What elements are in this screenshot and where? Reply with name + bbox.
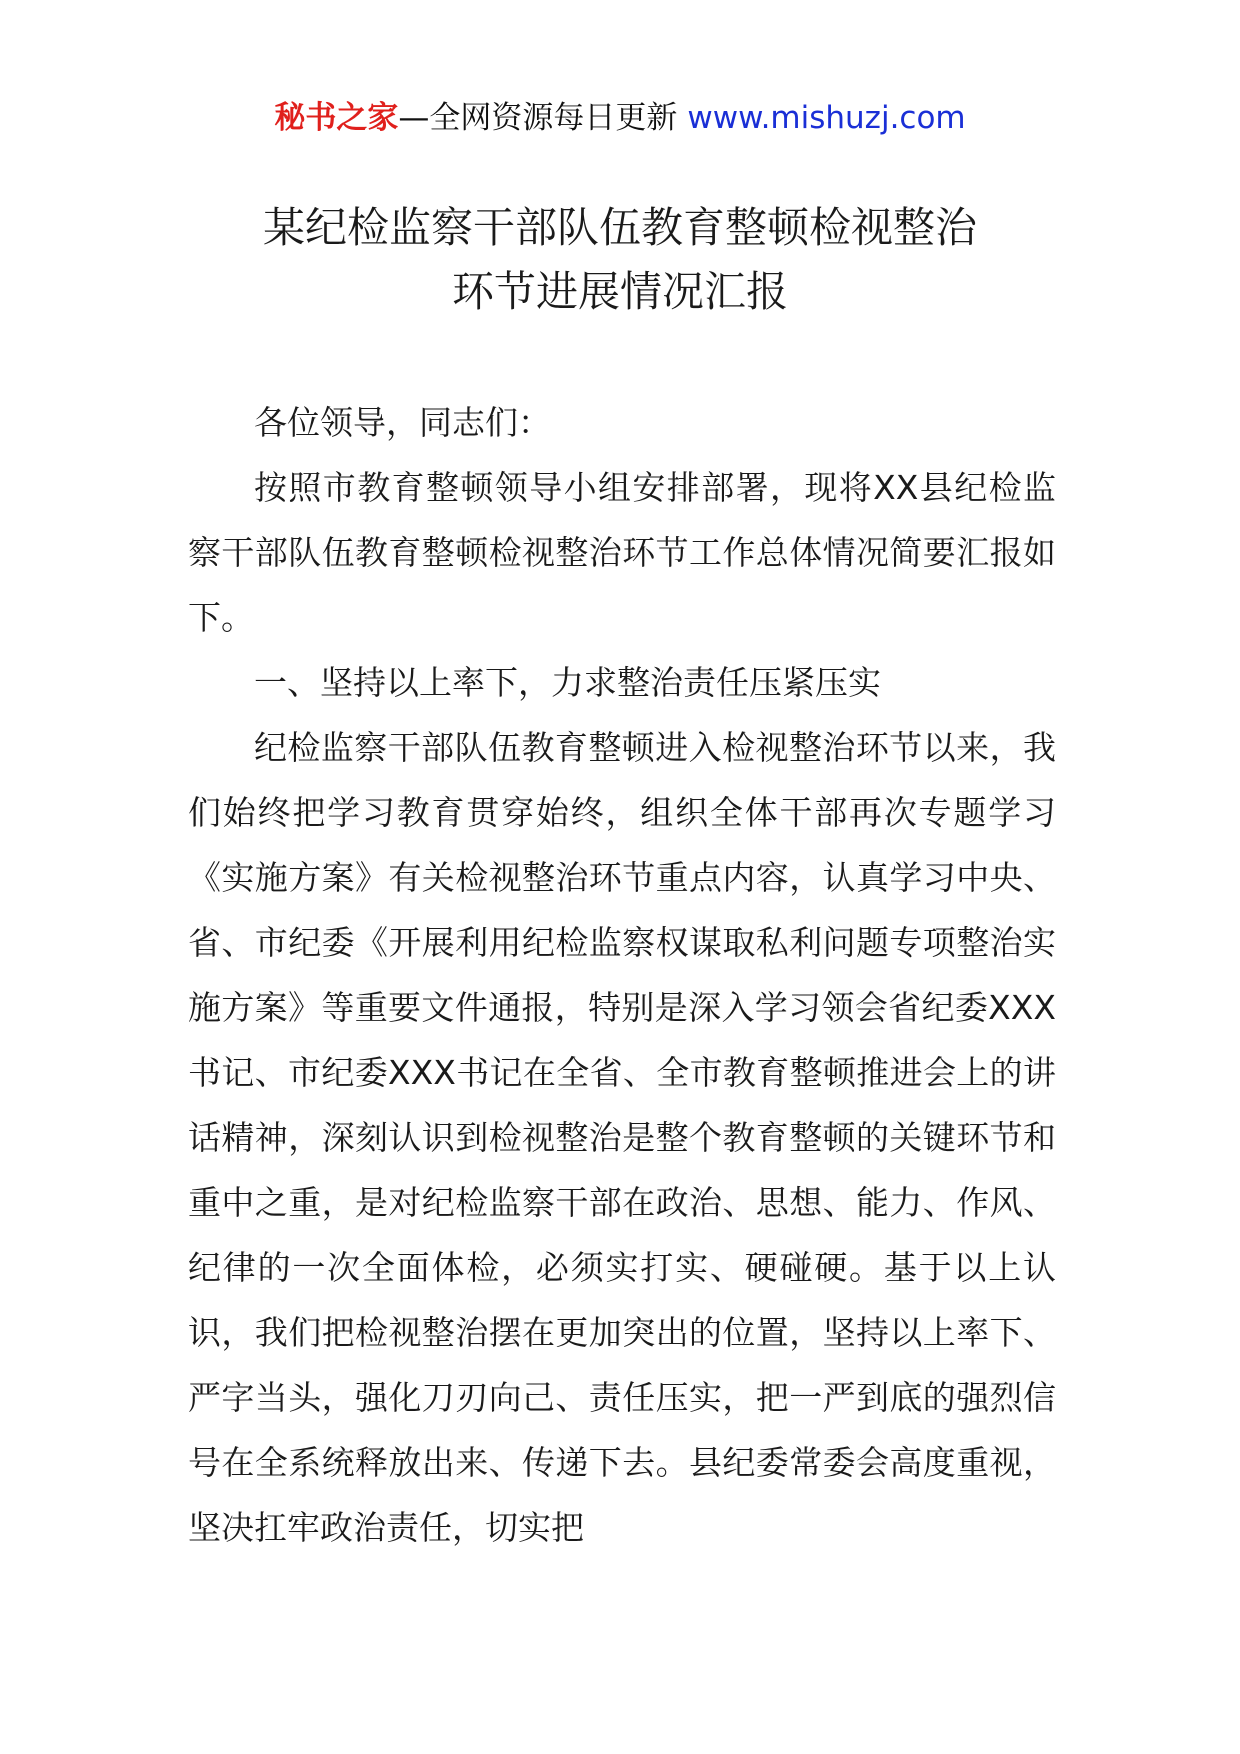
- document-title: [0, 196, 1240, 324]
- title-line-1: 某纪检监察干部队伍教育整顿检视整治: [262, 203, 977, 252]
- banner-url-link[interactable]: www.mishuzj.com: [687, 100, 966, 136]
- body-paragraph: 纪检监察干部队伍教育整顿进入检视整治环节以来，我们始终把学习教育贯穿始终，组织全体干部再次专题学习《实施方案》有关检视整治环节重点内容，认真学习中央、省、市纪委《开展利用纪检监察权谋取私利问题专项整治实施方案》等重要文件通报，特别是深入学习领会省纪委XXX书记、市纪委XXX书记在全省、全市教育整顿推进会上的讲话精神，深刻认识到检视整治是整个教育整顿的关键环节和重中之重，是对纪检监察干部在政治、思想、能力、作风、纪律的一次全面体检，必须实打实、硬碰硬。基于以上认识，我们把检视整治摆在更加突出的位置，坚持以上率下、严字当头，强化刀刃向己、责任压实，把一严到底的强烈信号在全系统释放出来、传递下去。县纪委常委会高度重视，坚决扛牢政治责任，切实把: [188, 728, 1056, 1547]
- section-heading: 一、坚持以上率下，力求整治责任压紧压实: [254, 663, 881, 702]
- intro-paragraph: 按照市教育整顿领导小组安排部署，现将XX县纪检监察干部队伍教育整顿检视整治环节工作总体情况简要汇报如下。: [188, 468, 1056, 637]
- salutation-paragraph: 各位领导，同志们：: [254, 403, 551, 442]
- title-line-2: 环节进展情况汇报: [451, 267, 788, 316]
- brand-name: 秘书之家: [274, 100, 399, 136]
- site-banner: [0, 98, 1240, 138]
- banner-tagline: —全网资源每日更新: [398, 100, 678, 136]
- document-body: [188, 390, 1056, 1560]
